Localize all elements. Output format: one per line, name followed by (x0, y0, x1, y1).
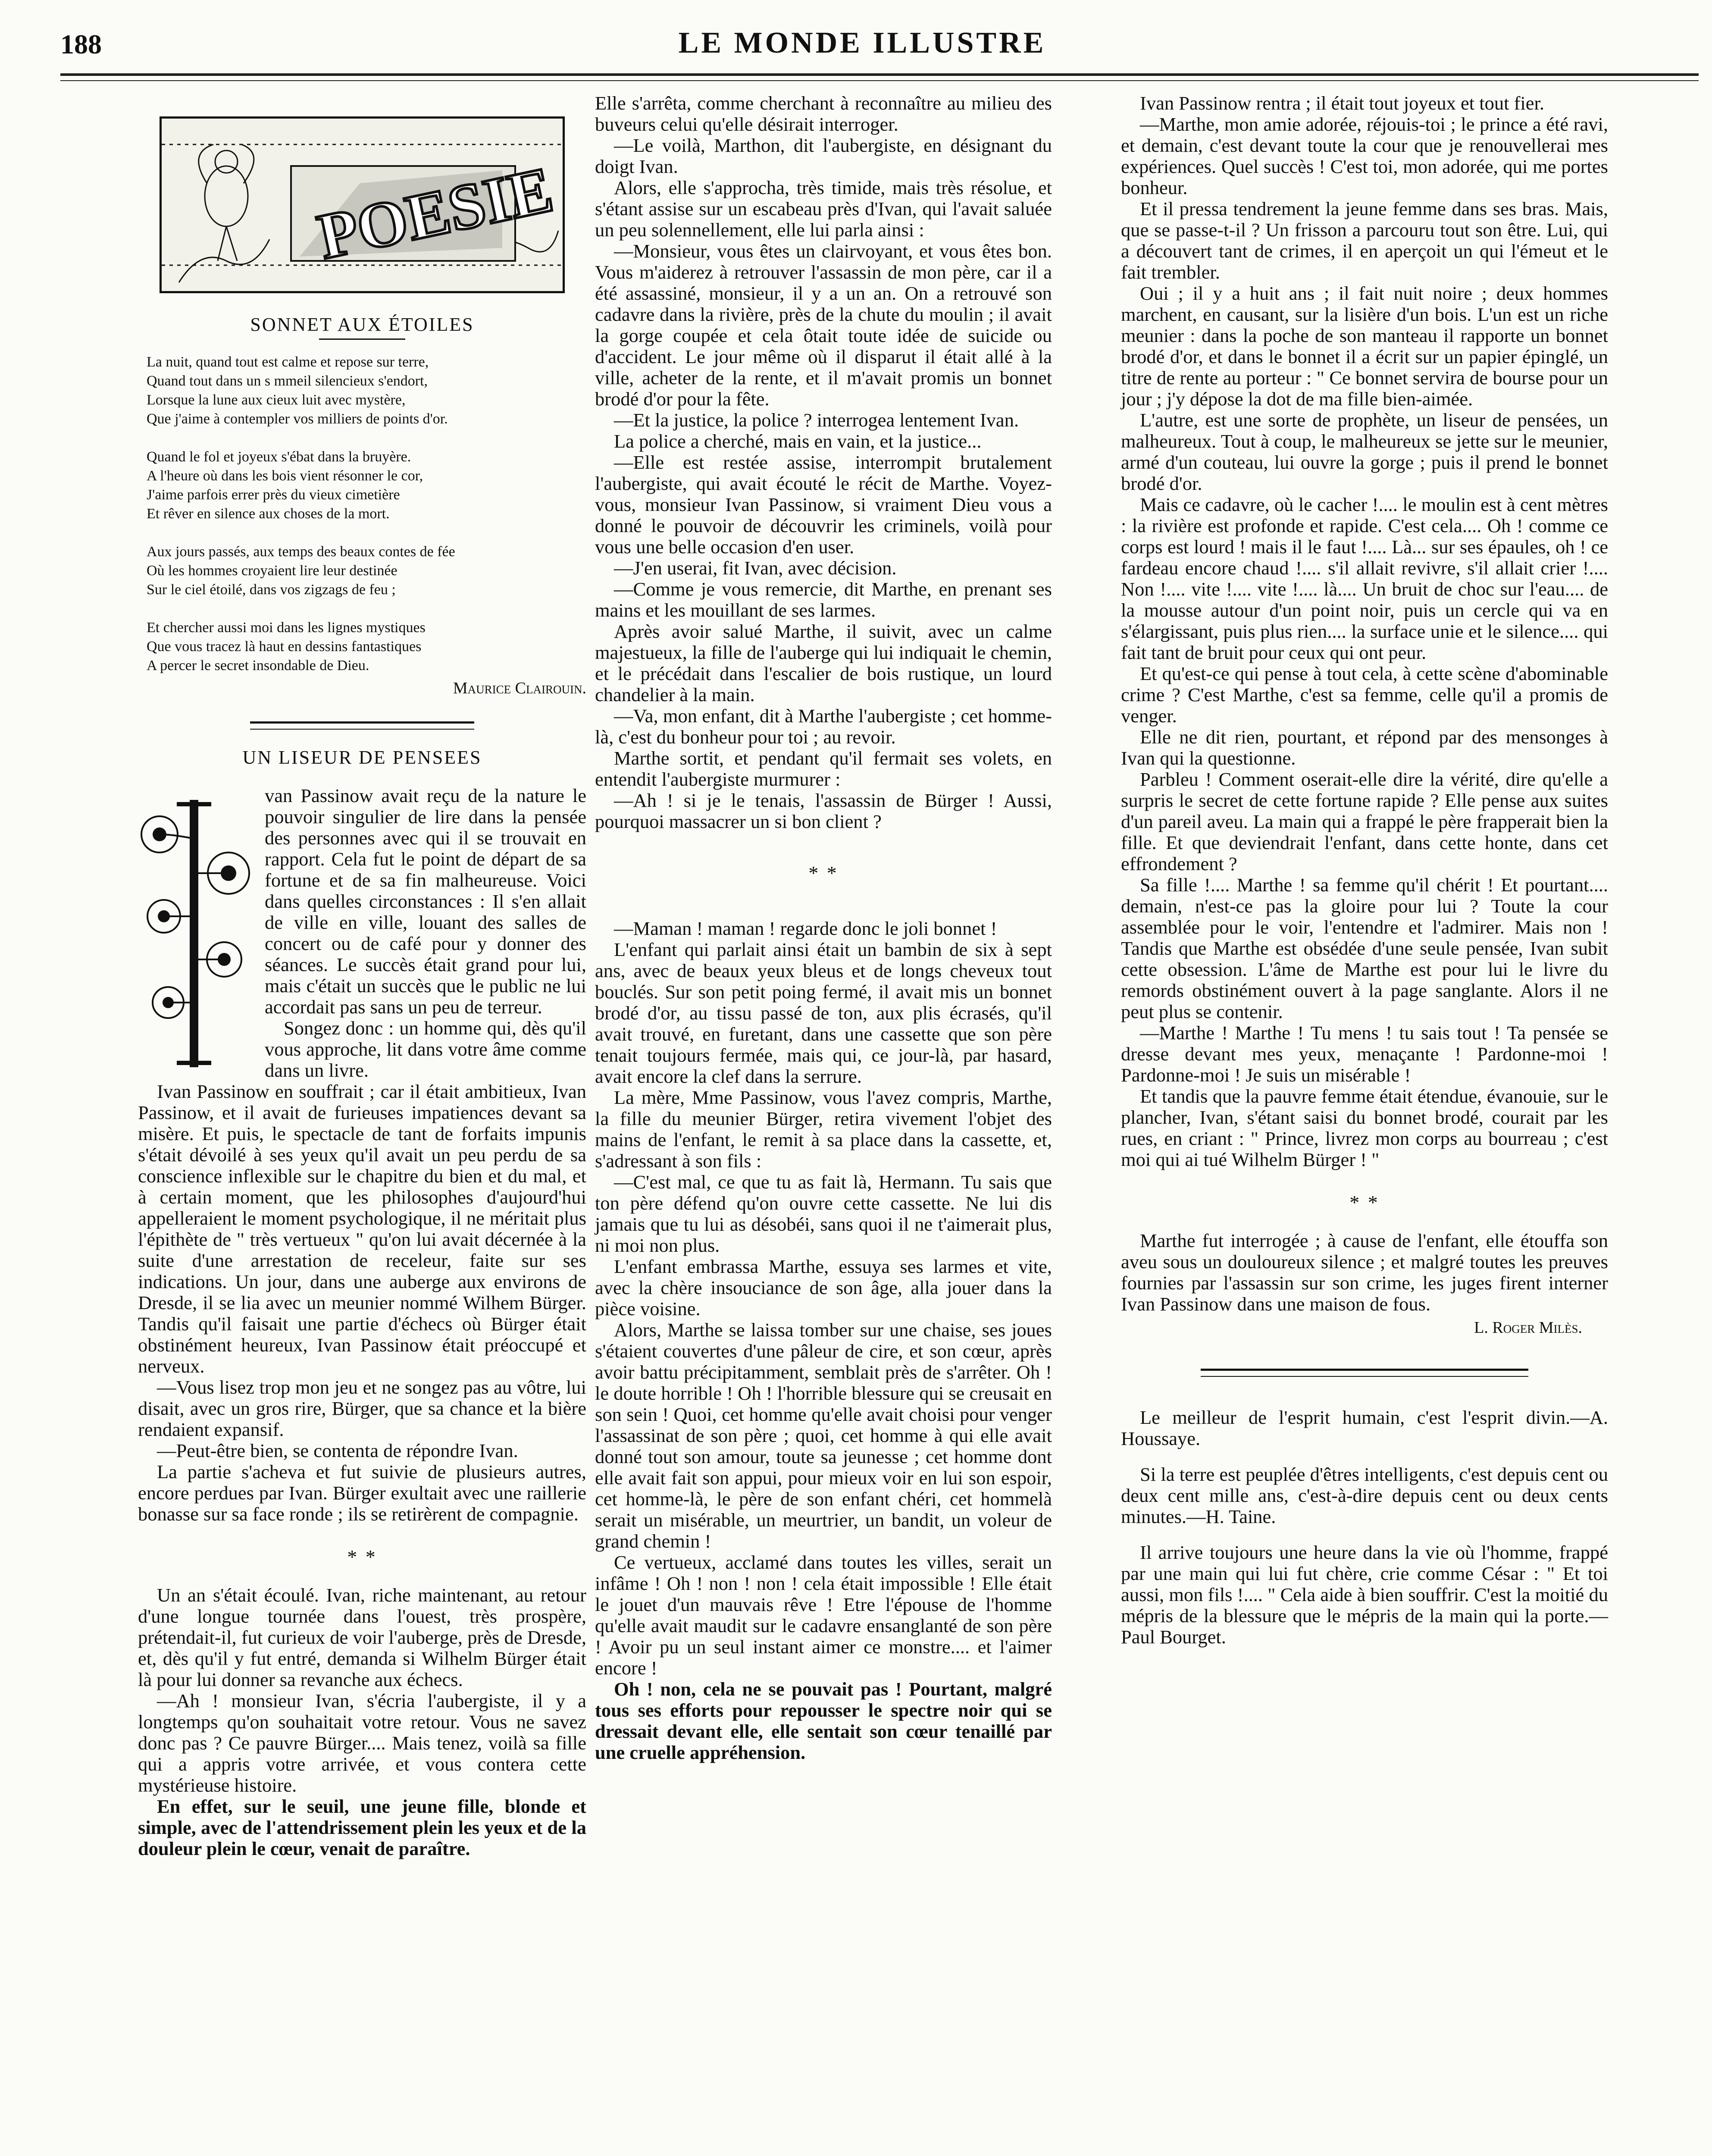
column-1 (138, 93, 586, 1859)
quote: Si la terre est peuplée d'êtres intelligents, c'est depuis cent ou deux cent mille ans, c'est-à-dire depuis cent ou deux cents minutes.—H. Taine. (1121, 1463, 1608, 1527)
drop-cap-initial (129, 787, 259, 1076)
column-3 (1121, 93, 1608, 1662)
paragraph: La mère, Mme Passinow, vous l'avez compris, Marthe, la fille du meunier Bürger, retira vivement l'objet des mains de l'enfant, le remit à sa place dans la cassette, et, s'adressant à son fils : (595, 1087, 1052, 1172)
poem-line: Et rêver en silence aux choses de la mort. (147, 506, 390, 522)
poem-line: Aux jours passés, aux temps des beaux contes de fée (147, 544, 455, 560)
poem-stanza (147, 353, 586, 429)
paragraph: L'enfant qui parlait ainsi était un bambin de six à sept ans, avec de beaux yeux bleus et de longs cheveux tout bouclés. Sur son petit poing fermé, il avait mis un bonnet brodé d'or, au tissu passé de ton, aux plis écrasés, qu'il avait trouvé, en furetant, dans une cassette que son père tenait toujours fermée, mais qui, ce jour-là, par hasard, avait encore la clef dans la serrure. (595, 939, 1052, 1087)
paragraph: —J'en userai, fit Ivan, avec décision. (614, 557, 897, 579)
poem-line: Quand tout dans un s mmeil silencieux s'endort, (147, 373, 428, 389)
poesie-illustration (162, 119, 563, 291)
paragraph: —C'est mal, ce que tu as fait là, Hermann. Tu sais que ton père défend qu'on ouvre cette cassette. Ne lui dis jamais que tu lui as désobéi, sans quoi il ne t'aimerait plus, ni moi non plus. (595, 1171, 1052, 1256)
paragraph: —Marthe, mon amie adorée, réjouis-toi ; le prince a été ravi, et demain, c'est devant toute la cour que je renouvellerai mes expériences. Quel succès ! C'est toi, mon adorée, qui me portes bonheur. (1121, 113, 1608, 198)
paragraph: van Passinow avait reçu de la nature le pouvoir singulier de lire dans la pensée des personnes avec qui il se trouvait en rapport. Cela fut le point de départ de sa fortune et de sa fin malheureuse. Voici dans quelles circonstances : Il s'en allait de ville en ville, louant des salles de concert ou de café pour y donner des séances. Le succès était grand pour lui, mais c'était un succès que le public ne lui accordait pas sans un peu de terreur. (265, 785, 586, 1018)
section-divider (1201, 1369, 1528, 1377)
story-title: UN LISEUR DE PENSEES (242, 747, 482, 768)
poem-line: Où les hommes croyaient lire leur destinée (147, 563, 397, 579)
paragraph: —Elle est restée assise, interrompit brutalement l'aubergiste, qui avait écouté le récit de Marthe. Voyez-vous, monsieur Ivan Passinow, si vraiment Dieu vous a donné le pouvoir de découvrir les criminels, voilà pour vous une belle occasion d'en user. (595, 451, 1052, 558)
poem-line: Sur le ciel étoilé, dans vos zigzags de feu ; (147, 582, 396, 598)
poem-line: Quand le fol et joyeux s'ébat dans la bruyère. (147, 449, 411, 465)
poem-line: A percer le secret insondable de Dieu. (147, 658, 369, 674)
poem (147, 353, 586, 675)
section-stars: * * (1349, 1191, 1380, 1213)
poem-stanza (147, 618, 586, 675)
section-stars: * * (347, 1546, 377, 1568)
paragraph: Oui ; il y a huit ans ; il fait nuit noire ; deux hommes marchent, en causant, sur la lisière d'un bois. L'un est un riche meunier : dans la poche de son manteau il rapporte un bonnet brodé d'or, et dans le bonnet il a écrit sur un papier épinglé, un titre de rente au porteur : " Ce bonnet servira de bourse pour un jour ; j'y dépose la dot de ma fille bien-aimée. (1121, 282, 1608, 410)
paragraph: —Le voilà, Marthon, dit l'aubergiste, en désignant du doigt Ivan. (595, 135, 1052, 177)
poem-stanza (147, 448, 586, 523)
poesie-vignette (160, 116, 565, 293)
paragraph: Elle ne dit rien, pourtant, et répond par des mensonges à Ivan qui la questionne. (1121, 726, 1608, 769)
paragraph: Ce vertueux, acclamé dans toutes les villes, serait un infâme ! Oh ! non ! non ! cela était impossible ! Elle était le jouet d'un mauvais rêve ! Etre l'épouse de l'homme qu'elle avait maudit sur le cadavre ensanglanté de son père ! Avoir pu un seul instant aimer ce monstre.... et l'aimer encore ! (595, 1551, 1052, 1679)
poem-author: Maurice Clairouin. (453, 679, 586, 697)
header-rule (60, 73, 1699, 81)
paragraph: —Maman ! maman ! regarde donc le joli bonnet ! (614, 918, 997, 939)
quotes-section (1121, 1407, 1608, 1648)
paragraph: L'enfant embrassa Marthe, essuya ses larmes et vite, avec la chère insouciance de son âge, alla jouer dans la pièce voisine. (595, 1256, 1052, 1319)
paragraph: Songez donc : un homme qui, dès qu'il vous approche, lit dans votre âme comme dans un livre. (265, 1017, 586, 1081)
poem-line: Lorsque la lune aux cieux luit avec mystère, (147, 392, 406, 408)
paragraph: L'autre, est une sorte de prophète, un liseur de pensées, un malheureux. Tout à coup, le malheureux se jette sur le meunier, armé d'un couteau, lui ouvre la gorge ; puis il prend le bonnet brodé d'or. (1121, 409, 1608, 494)
paragraph: La partie s'acheva et fut suivie de plusieurs autres, encore perdues par Ivan. Bürger exultait avec une raillerie bonasse sur sa face ronde ; ils se retirèrent de compagnie. (138, 1461, 586, 1525)
poem-line: Que vous tracez là haut en dessins fantastiques (147, 639, 422, 655)
ornamental-initial-i-icon (129, 787, 259, 1076)
quote: Le meilleur de l'esprit humain, c'est l'esprit divin.—A. Houssaye. (1121, 1407, 1608, 1449)
paragraph: Un an s'était écoulé. Ivan, riche maintenant, au retour d'une longue tournée dans l'ouest, très prospère, prétendait-il, fut curieux de voir l'auberge, près de Dresde, et, dès qu'il y fut entré, demanda si Wilhelm Bürger était là pour lui donner sa revanche aux échecs. (138, 1584, 586, 1690)
paragraph: Alors, Marthe se laissa tomber sur une chaise, ses joues s'étaient couvertes d'une pâleur de cire, et son cœur, après avoir battu précipitamment, semblait près de s'arrêter. Oh ! le doute horrible ! Oh ! l'horrible blessure qui se creusait en son sein ! Quoi, cet homme qu'elle avait choisi pour venger l'assassinat de son père ; quoi, cet homme à qui elle avait donné tout son amour, toute sa jeunesse ; cet homme dont elle avait fait son appui, pour mieux voir en lui son espoir, cet homme-là, le père de son enfant chéri, cet hommelà serait un misérable, un meurtrier, un bandit, un voleur de grand chemin ! (595, 1319, 1052, 1552)
section-divider (250, 721, 474, 730)
paragraph: —Et la justice, la police ? interrogea lentement Ivan. (614, 409, 1019, 431)
paragraph: Mais ce cadavre, où le cacher !.... le moulin est à cent mètres : la rivière est profonde et rapide. C'est cela.... Oh ! comme ce corps est lourd ! mais il le faut !.... Là... sur ses épaules, oh ! ce fardeau encore chaud !.... s'il allait revivre, s'il allait crier !.... Non !.... vite !.... vite !.... là.... Un bruit de choc sur l'eau.... de la mousse autour d'un point noir, puis un cercle qui va en s'élargissant, puis plus rien.... la surface unie et le silence.... qui fait tant de bruit pour ceux qui ont peur. (1121, 494, 1608, 663)
poem-line: La nuit, quand tout est calme et repose sur terre, (147, 354, 429, 370)
paragraph: —Comme je vous remercie, dit Marthe, en prenant ses mains et les mouillant de ses larmes. (595, 578, 1052, 621)
paragraph: La police a cherché, mais en vain, et la justice... (614, 430, 982, 452)
paragraph: Marthe fut interrogée ; à cause de l'enfant, elle étouffa son aveu sous un douloureux silence ; et malgré toutes les preuves fournies par l'assassin sur son crime, les juges firent interner Ivan Passinow dans une maison de fous. (1121, 1230, 1608, 1315)
poem-stanza (147, 542, 586, 599)
paragraph: Ivan Passinow en souffrait ; car il était ambitieux, Ivan Passinow, et il avait de furieuses impatiences devant sa misère. Et puis, le spectacle de tant de forfaits impunis s'était dévoilé à ses yeux qu'il avait un peu perdu de sa conscience inflexible sur le chapitre du bien et du mal, et à certain moment, que les philosophes d'aujourd'hui appelleraient le moment psychologique, il ne méritait plus l'épithète de " très vertueux " qu'on lui avait décernée à la suite d'une arrestation de receleur, faite sur ses indications. Un jour, dans une auberge aux environs de Dresde, il se lia avec un meunier nommé Wilhem Bürger. Tandis qu'il faisait une partie d'échecs où Bürger était obstinément heureux, Ivan Passinow était préoccupé et nerveux. (138, 1081, 586, 1377)
section-stars: * * (808, 862, 839, 884)
poem-line: A l'heure où dans les bois vient résonner le cor, (147, 468, 423, 484)
paragraph: Marthe sortit, et pendant qu'il fermait ses volets, en entendit l'aubergiste murmurer : (595, 747, 1052, 790)
paragraph: Et tandis que la pauvre femme était étendue, évanouie, sur le plancher, Ivan, s'étant saisi du bonnet brodé, courait par les rues, en criant : " Prince, livrez mon corps au bourreau ; c'est moi qui ai tué Wilhelm Bürger ! " (1121, 1085, 1608, 1170)
story-author: L. Roger Milès. (1474, 1319, 1582, 1337)
poesie-banner: POESIE (312, 153, 559, 273)
paragraph: Sa fille !.... Marthe ! sa femme qu'il chérit ! Et pourtant.... demain, n'est-ce pas la gloire pour lui ? Toute la cour assemblée pour le voir, l'entendre et l'admirer. Mais non ! Tandis que Marthe est obsédée d'une seule pensée, Ivan subit cette obsession. L'âme de Marthe est pour lui le livre du remords obstinément ouvert à la page sanglante. Alors il ne peut plus se contenir. (1121, 874, 1608, 1022)
poem-title: SONNET AUX ÉTOILES (250, 314, 474, 335)
title-rule (319, 338, 405, 340)
paragraph: En effet, sur le seuil, une jeune fille, blonde et simple, avec de l'attendrissement plein les yeux et de la douleur plein le cœur, venait de paraître. (138, 1796, 586, 1859)
paragraph: Elle s'arrêta, comme cherchant à reconnaître au milieu des buveurs celui qu'elle désirait interroger. (595, 92, 1052, 135)
poem-line: Que j'aime à contempler vos milliers de points d'or. (147, 411, 448, 427)
paragraph: Oh ! non, cela ne se pouvait pas ! Pourtant, malgré tous ses efforts pour repousser le spectre noir qui se dressait devant elle, elle sentait son cœur tenaillé par une cruelle appréhension. (595, 1678, 1052, 1763)
paragraph: Alors, elle s'approcha, très timide, mais très résolue, et s'étant assise sur un escabeau près d'Ivan, qui l'avait saluée un peu solennellement, elle lui parla ainsi : (595, 177, 1052, 241)
paragraph: Et il pressa tendrement la jeune femme dans ses bras. Mais, que se passe-t-il ? Un frisson a parcouru tout son être. Lui, qui a découvert tant de crimes, il en aperçoit un qui l'émeut et le fait trembler. (1121, 198, 1608, 283)
column-2 (595, 93, 1052, 1763)
paragraph: —Marthe ! Marthe ! Tu mens ! tu sais tout ! Ta pensée se dresse devant mes yeux, menaçante ! Pardonne-moi ! Pardonne-moi ! Je suis un misérable ! (1121, 1022, 1608, 1086)
paragraph: Et qu'est-ce qui pense à tout cela, à cette scène d'abominable crime ? C'est Marthe, c'est sa femme, celle qu'il a promis de venger. (1121, 663, 1608, 727)
page-number: 188 (60, 29, 102, 60)
paragraph: —Va, mon enfant, dit à Marthe l'aubergiste ; cet homme-là, c'est du bonheur pour toi ; au revoir. (595, 705, 1052, 748)
paragraph: —Monsieur, vous êtes un clairvoyant, et vous êtes bon. Vous m'aiderez à retrouver l'assassin de mon père, car il a été assassiné, monsieur, il y a un an. On a retrouvé son cadavre dans la rivière, près de la chute du moulin ; il avait la gorge coupée et cela ôtait toute idée de suicide ou d'accident. Le jour même où il disparut il était allé à la ville, acheter de la rente, et il m'avait promis un bonnet brodé d'or pour la fête. (595, 240, 1052, 410)
paragraph: —Ah ! monsieur Ivan, s'écria l'aubergiste, il y a longtemps qu'on souhaitait votre retour. Vous ne savez donc pas ? Ce pauvre Bürger.... Mais tenez, voilà sa fille qui a appris votre arrivée, et vous contera cette mystérieuse histoire. (138, 1690, 586, 1796)
paragraph: —Peut-être bien, se contenta de répondre Ivan. (157, 1440, 518, 1461)
paragraph: —Vous lisez trop mon jeu et ne songez pas au vôtre, lui disait, avec un gros rire, Bürger, que sa chance et la bière rendaient expansif. (138, 1376, 586, 1440)
masthead: LE MONDE ILLUSTRE (678, 26, 1046, 60)
quote: Il arrive toujours une heure dans la vie où l'homme, frappé par une main qui lui fut chère, crie comme César : " Et toi aussi, mon fils !.... " Cela aide à bien souffrir. C'est la moitié du mépris de la blessure que le mépris de la main qui la porte.—Paul Bourget. (1121, 1542, 1608, 1648)
paragraph: Ivan Passinow rentra ; il était tout joyeux et tout fier. (1140, 92, 1544, 114)
poem-line: Et chercher aussi moi dans les lignes mystiques (147, 620, 426, 636)
paragraph: Après avoir salué Marthe, il suivit, avec un calme majestueux, la fille de l'auberge qui lui indiquait le chemin, et le précédait dans l'escalier de bois rustique, un lourd chandelier à la main. (595, 620, 1052, 705)
paragraph: —Ah ! si je le tenais, l'assassin de Bürger ! Aussi, pourquoi massacrer un si bon client ? (595, 790, 1052, 832)
paragraph: Parbleu ! Comment oserait-elle dire la vérité, dire qu'elle a surpris le secret de cette fortune rapide ? Elle pense aux suites d'un pareil aveu. La main qui a frappé le père frapperait bien la fille. Et que deviendrait l'enfant, dans cette honte, dans cet effrondement ? (1121, 768, 1608, 874)
poem-line: J'aime parfois errer près du vieux cimetière (147, 487, 400, 503)
